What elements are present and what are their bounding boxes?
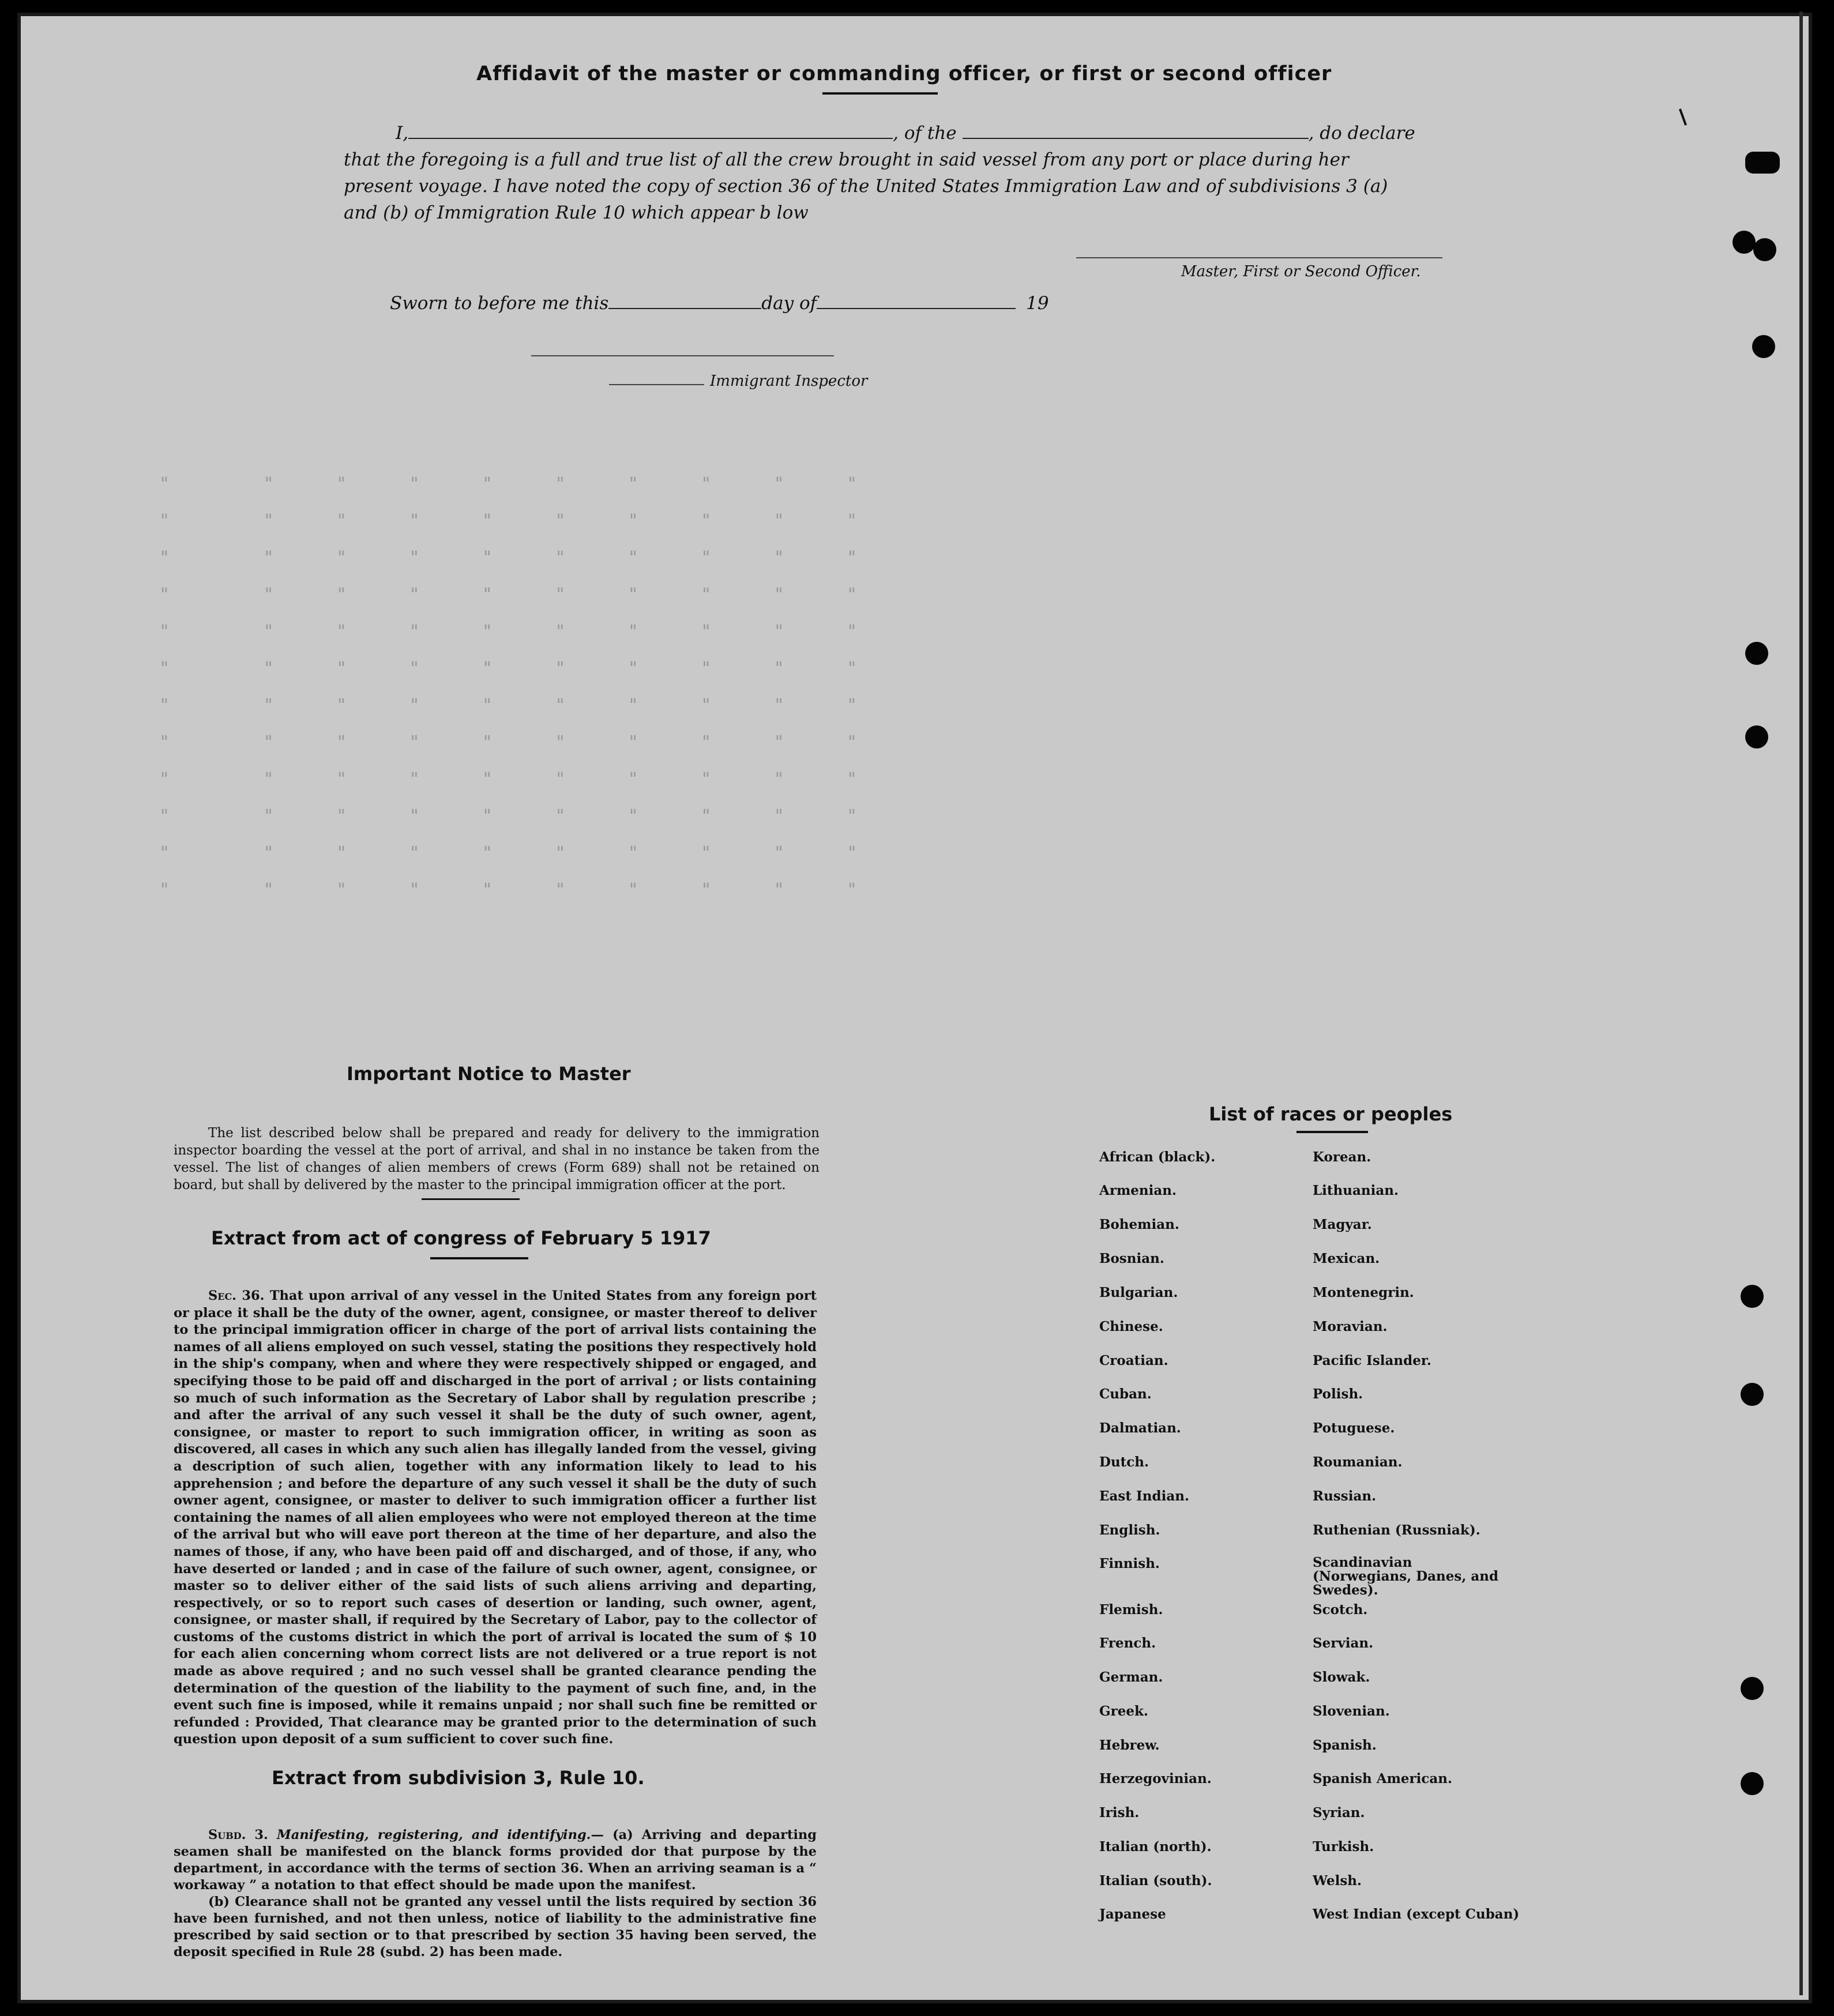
declaration-line-2: that the foregoing is a full and true list of all the crew brought in said vessel from any port or place during her xyxy=(344,149,1349,170)
race-item: Potuguese. xyxy=(1313,1420,1395,1436)
race-item: Spanish. xyxy=(1313,1737,1377,1753)
race-item: Finnish. xyxy=(1099,1556,1160,1571)
race-item: Pacific Islander. xyxy=(1313,1353,1431,1368)
notice-text: The list described below shall be prepared and ready for delivery to the immigration inspector boarding the vessel at the port of arrival, and shal in no instance be taken from the vessel. The list of changes of alien members of crews (Form 689) shall not be retained on board, but shall by delivered by the master to the principal immigration officer at the port. xyxy=(174,1126,820,1193)
punch-hole xyxy=(1741,1677,1764,1700)
declaration-line-3: present voyage. I have noted the copy of section 36 of the United States Immigration Law and of subdivisions 3 (a) xyxy=(344,176,1388,197)
race-item: Dalmatian. xyxy=(1099,1420,1181,1436)
race-item: East Indian. xyxy=(1099,1488,1189,1504)
document-sheet xyxy=(17,13,1812,2003)
race-item: Slowak. xyxy=(1313,1669,1370,1685)
race-item: Turkish. xyxy=(1313,1839,1374,1855)
races-title-underline xyxy=(1296,1131,1368,1133)
race-item: Bosnian. xyxy=(1099,1251,1164,1266)
subdivision-para-a xyxy=(174,1827,817,1894)
notice-title: Important Notice to Master xyxy=(347,1063,631,1085)
subdivision-para-b: (b) Clearance shall not be granted any vessel until the lists required by section 36 have been furnished, and not then unless, notice of liability to the administrative fine prescribed by said section or to that prescribed by section 35 having been served, the deposit specified in Rule 28 (subd. 2) has been made. xyxy=(174,1894,817,1959)
race-item: Scandinavian (Norwegians, Danes, and Swedes). xyxy=(1313,1555,1499,1598)
name-blank xyxy=(408,124,893,139)
race-item: Polish. xyxy=(1313,1386,1363,1402)
subdivision-para-a-text: — (a) Arriving and departing seamen shall be manifested on the blanck forms provided dor that purpose by the department, in accordance with the terms of section 36. When an arriving seaman is a “ workaway ” a notation to that effect should be made upon the manifest. xyxy=(174,1827,817,1893)
race-item: Spanish American. xyxy=(1313,1771,1453,1786)
sworn-month-blank xyxy=(817,294,1016,309)
notice-divider xyxy=(422,1198,520,1200)
declaration-i: I, xyxy=(396,123,409,144)
race-item: Welsh. xyxy=(1313,1873,1362,1889)
race-item: Roumanian. xyxy=(1313,1454,1403,1470)
punch-hole xyxy=(1745,725,1768,749)
punch-hole xyxy=(1752,335,1775,358)
extract-act-rule xyxy=(430,1257,528,1259)
subdivision-heading: Manifesting, registering, and identifying. xyxy=(276,1827,591,1842)
race-item: West Indian (except Cuban) xyxy=(1313,1906,1520,1922)
race-item: Hebrew. xyxy=(1099,1737,1160,1753)
race-item: Japanese xyxy=(1099,1906,1166,1922)
race-item: Russian. xyxy=(1313,1488,1377,1504)
race-item: Chinese. xyxy=(1099,1319,1163,1334)
bleed-through: " " " " " " " " " " " " " " " " " " " " " " " " " " " " " " " " " " " " " " " " " " " " " " " " " " " " " " " " " " " " " " " " " " " " " " " " " " " " " " " " " " " " " " " " " " " " " " " " " " " " " " " " " " " " " " " " " " " " " " " " xyxy=(159,474,858,900)
sworn-year: 19 xyxy=(1026,293,1049,314)
master-signature-label: Master, First or Second Officer. xyxy=(1181,263,1421,280)
section-36-label: Sec. 36. xyxy=(208,1288,265,1303)
punch-hole xyxy=(1753,238,1776,261)
race-item: Croatian. xyxy=(1099,1353,1168,1368)
extract-rule-title: Extract from subdivision 3, Rule 10. xyxy=(272,1767,645,1789)
race-item: Herzegovinian. xyxy=(1099,1771,1212,1786)
race-item: Greek. xyxy=(1099,1703,1148,1719)
declaration-text xyxy=(344,120,1451,226)
race-item: Bulgarian. xyxy=(1099,1285,1178,1300)
subdivision-3-text xyxy=(174,1827,817,1961)
declaration-of-the: , of the xyxy=(893,123,957,144)
subdivision-label: Subd. 3. xyxy=(208,1827,268,1842)
race-item: Magyar. xyxy=(1313,1217,1372,1232)
race-item: French. xyxy=(1099,1635,1156,1651)
race-item: German. xyxy=(1099,1669,1163,1685)
race-item: Cuban. xyxy=(1099,1386,1152,1402)
extract-act-title: Extract from act of congress of February 5 1917 xyxy=(211,1227,711,1249)
race-item: Armenian. xyxy=(1099,1183,1177,1198)
punch-hole xyxy=(1741,1285,1764,1308)
race-item: Ruthenian (Russniak). xyxy=(1313,1522,1480,1538)
race-item: Italian (south). xyxy=(1099,1873,1212,1889)
inspector-name-line xyxy=(609,384,704,385)
affidavit-title-rule xyxy=(822,92,938,95)
race-item: Servian. xyxy=(1313,1635,1374,1651)
declaration-line-1 xyxy=(344,120,1451,146)
sworn-day-blank xyxy=(608,294,761,309)
race-item: Montenegrin. xyxy=(1313,1285,1414,1300)
affidavit-title: Affidavit of the master or commanding officer, or first or second officer xyxy=(476,62,1332,85)
sworn-line xyxy=(390,293,1049,314)
race-item: African (black). xyxy=(1099,1149,1216,1165)
punch-hole xyxy=(1745,152,1780,174)
section-36-body: That upon arrival of any vessel in the United States from any foreign port or place it shall be the duty of the owner, agent, consignee, or master thereof to deliver to the principal immigration officer in charge of the port of arrival lists containing the names of all aliens employed on such vessel, stating the positions they respectively hold in the ship's company, when and where they were respectively shipped or engaged, and specifying those to be paid off and discharged in the port of arrival ; or lists containing so much of such information as the Secretary of Labor shall by regulation prescribe ; and after the arrival of any such vessel it shall be the duty of such owner, agent, consignee, or master to report to such immigration officer, in writing as soon as discovered, all cases in which any such alien has illegally landed from the vessel, giving a description of such alien, together with any information likely to lead to his apprehension ; and before the departure of any such vessel it shall be the duty of such owner agent, consignee, or master to deliver to such immigration officer a further list containing the names of all alien employees who were not employed thereon at the time of the arrival but who will eave port thereon at the time of her departure, and also the names of those, if any, who have been paid off and discharged, and of those, if any, who have deserted or landed ; and in case of the failure of such owner, agent, consignee, or master so to deliver either of the said lists of such aliens arriving and departing, respectively, or so to report such cases of desertion or landing, such owner, agent, consignee, or master shall, if required by the Secretary of Labor, pay to the collector of customs of the customs district in which the port of arrival is located the sum of $ 10 for each alien concerning whom correct lists are not delivered or a true report is not made as above required ; and no such vessel shall be granted clearance pending the determination of the question of the liability to the payment of such fine, and, in the event such fine is imposed, while it remains unpaid ; nor shall such fine be remitted or refunded : Provided, That clearance may be granted prior to the determination of such question upon deposit of a sum sufficient to cover such fine. xyxy=(174,1288,817,1747)
declaration-do-declare: , do declare xyxy=(1308,123,1415,144)
sworn-day-of: day of xyxy=(761,293,817,314)
race-item: Mexican. xyxy=(1313,1251,1380,1266)
race-item: Irish. xyxy=(1099,1805,1140,1821)
race-item: Italian (north). xyxy=(1099,1839,1212,1855)
race-item: Syrian. xyxy=(1313,1805,1365,1821)
race-item: Korean. xyxy=(1313,1149,1371,1165)
punch-hole xyxy=(1741,1383,1764,1406)
declaration-line-4: and (b) of Immigration Rule 10 which appear b low xyxy=(344,202,809,223)
vessel-blank xyxy=(963,124,1309,139)
punch-hole xyxy=(1741,1772,1764,1795)
inspector-signature-line xyxy=(531,355,834,356)
sworn-text: Sworn to before me this xyxy=(390,293,609,314)
races-title: List of races or peoples xyxy=(1209,1103,1453,1125)
sheet-edge xyxy=(1799,12,1803,1995)
punch-hole xyxy=(1745,642,1768,665)
race-item: Moravian. xyxy=(1313,1319,1388,1334)
master-signature-line xyxy=(1076,257,1442,258)
race-item: English. xyxy=(1099,1522,1160,1538)
punch-hole xyxy=(1732,231,1756,254)
race-item: Lithuanian. xyxy=(1313,1183,1399,1198)
race-item: Slovenian. xyxy=(1313,1703,1390,1719)
pencil-mark xyxy=(1679,108,1687,126)
race-item: Scotch. xyxy=(1313,1602,1368,1618)
race-item: Flemish. xyxy=(1099,1602,1163,1618)
inspector-label: Immigrant Inspector xyxy=(710,373,868,390)
section-36-text xyxy=(174,1288,817,1748)
race-item: Dutch. xyxy=(1099,1454,1149,1470)
race-item: Bohemian. xyxy=(1099,1217,1179,1232)
